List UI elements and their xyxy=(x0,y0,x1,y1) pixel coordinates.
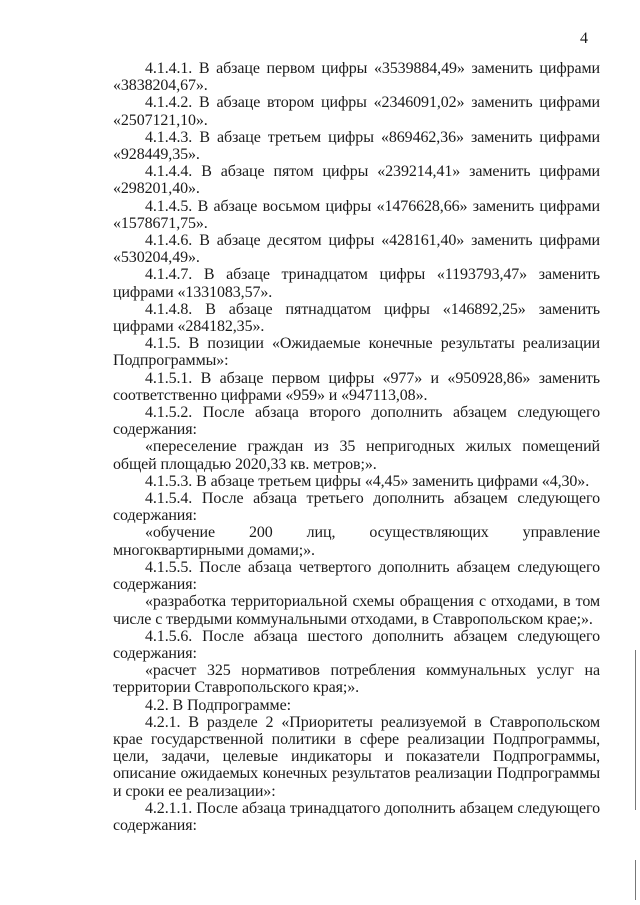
paragraph: 4.1.4.5. В абзаце восьмом цифры «1476628,66» заменить цифрами «1578671,75». xyxy=(113,197,600,232)
paragraph: 4.2. В Подпрограмме: xyxy=(145,696,291,714)
page-number: 4 xyxy=(580,30,588,47)
paragraph: 4.1.4.4. В абзаце пятом цифры «239214,41» заменить цифрами «298201,40». xyxy=(113,163,600,198)
document-body xyxy=(113,60,600,834)
paragraph: 4.1.4.8. В абзаце пятнадцатом цифры «146892,25» заменить цифрами «284182,35». xyxy=(113,300,600,336)
paragraph: 4.2.1. В разделе 2 «Приоритеты реализуемой в Ставропольском крае государственной политики в сфере реализации Подпрограммы, цели, задачи, целевые индикаторы и показатели Подпрограммы, описание ожидаемых конечных результатов реализации Подпрограммы и сроки ее реализации»: xyxy=(113,713,600,800)
scan-edge-mark xyxy=(635,860,636,900)
scan-edge-mark xyxy=(635,650,636,810)
paragraph: 4.1.4.2. В абзаце втором цифры «2346091,02» заменить цифрами «2507121,10». xyxy=(113,94,600,129)
paragraph: «разработка территориальной схемы обращения с отходами, в том числе с твердыми коммунальными отходами, в Ставропольском крае;». xyxy=(113,593,600,628)
paragraph: 4.1.5.4. После абзаца третьего дополнить абзацем следующего содержания: xyxy=(113,490,600,525)
paragraph: 4.1.5.5. После абзаца четвертого дополнить абзацем следующего содержания: xyxy=(113,558,600,594)
paragraph: 4.1.4.7. В абзаце тринадцатом цифры «1193793,47» заменить цифрами «1331083,57». xyxy=(113,266,600,301)
paragraph: 4.1.5.6. После абзаца шестого дополнить абзацем следующего содержания: xyxy=(113,627,600,662)
paragraph: 4.1.4.1. В абзаце первом цифры «3539884,49» заменить цифрами «3838204,67». xyxy=(113,60,600,95)
paragraph: «обучение 200 лиц, осуществляющих управление многоквартирными домами;». xyxy=(113,524,600,559)
paragraph: 4.1.5.1. В абзаце первом цифры «977» и «950928,86» заменить соответственно цифрами «959» и «947113,08». xyxy=(113,369,600,404)
paragraph: 4.2.1.1. После абзаца тринадцатого дополнить абзацем следующего содержания: xyxy=(113,799,600,834)
paragraph: «переселение граждан из 35 непригодных жилых помещений общей площадью 2020,33 кв. метров;». xyxy=(113,438,600,473)
paragraph: 4.1.5. В позиции «Ожидаемые конечные результаты реализации Подпрограммы»: xyxy=(113,335,600,370)
paragraph: 4.1.5.2. После абзаца второго дополнить абзацем следующего содержания: xyxy=(113,404,600,439)
paragraph: 4.1.4.6. В абзаце десятом цифры «428161,40» заменить цифрами «530204,49». xyxy=(113,232,600,267)
paragraph: 4.1.4.3. В абзаце третьем цифры «869462,36» заменить цифрами «928449,35». xyxy=(113,128,600,164)
paragraph: 4.1.5.3. В абзаце третьем цифры «4,45» заменить цифрами «4,30». xyxy=(145,472,590,490)
paragraph: «расчет 325 нормативов потребления коммунальных услуг на территории Ставропольского края;». xyxy=(113,662,600,697)
